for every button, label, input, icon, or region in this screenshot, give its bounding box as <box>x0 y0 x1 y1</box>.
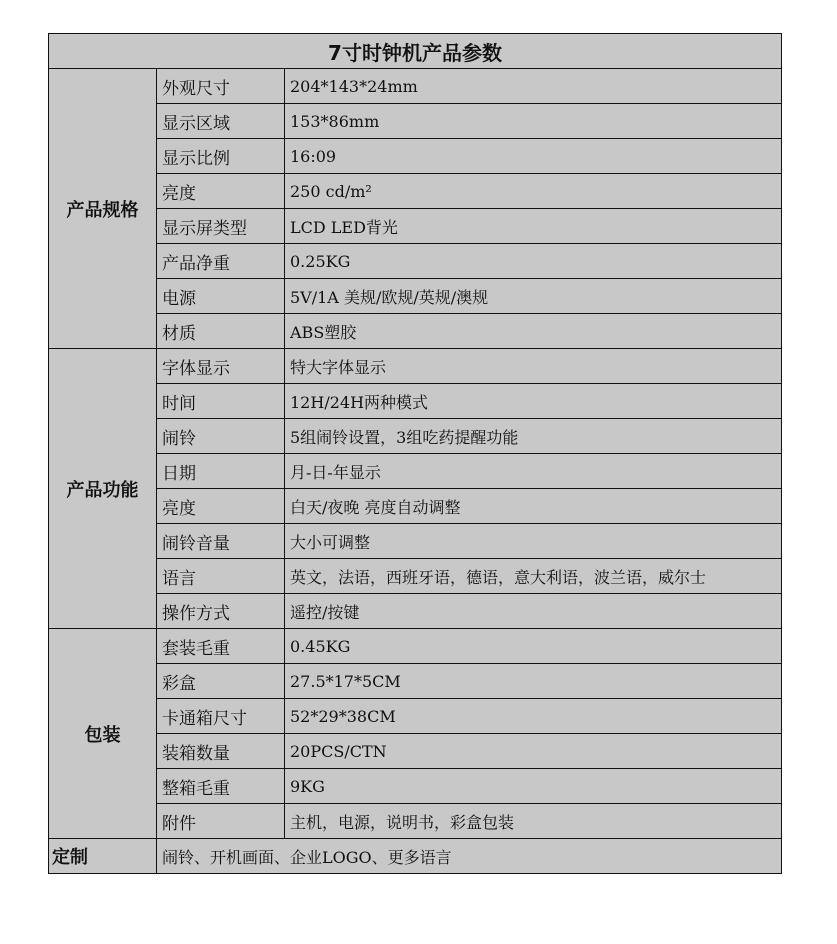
param-label: 套装毛重 <box>157 629 285 664</box>
param-label: 操作方式 <box>157 594 285 629</box>
param-label: 整箱毛重 <box>157 769 285 804</box>
section-label: 产品功能 <box>49 349 157 629</box>
param-value: 20PCS/CTN <box>285 734 782 769</box>
table-row <box>49 69 782 104</box>
section-label: 包装 <box>49 629 157 839</box>
custom-row <box>49 839 782 874</box>
param-value: ABS塑胶 <box>285 314 782 349</box>
param-value: 5V/1A 美规/欧规/英规/澳规 <box>285 279 782 314</box>
table-row <box>49 559 782 594</box>
param-label: 时间 <box>157 384 285 419</box>
table-row <box>49 349 782 384</box>
table-row <box>49 454 782 489</box>
param-value: 5组闹铃设置，3组吃药提醒功能 <box>285 419 782 454</box>
param-label: 字体显示 <box>157 349 285 384</box>
param-label: 外观尺寸 <box>157 69 285 104</box>
param-value: LCD LED背光 <box>285 209 782 244</box>
table-row <box>49 209 782 244</box>
param-value: 204*143*24mm <box>285 69 782 104</box>
param-value: 27.5*17*5CM <box>285 664 782 699</box>
param-value: 16:09 <box>285 139 782 174</box>
param-value: 遥控/按键 <box>285 594 782 629</box>
table-row <box>49 699 782 734</box>
param-label: 电源 <box>157 279 285 314</box>
param-label: 语言 <box>157 559 285 594</box>
table-row <box>49 734 782 769</box>
param-label: 材质 <box>157 314 285 349</box>
param-value: 52*29*38CM <box>285 699 782 734</box>
table-row <box>49 594 782 629</box>
table-title: 7寸时钟机产品参数 <box>49 34 782 69</box>
table-row <box>49 104 782 139</box>
table-row <box>49 174 782 209</box>
table-row <box>49 314 782 349</box>
param-label: 显示比例 <box>157 139 285 174</box>
param-value: 153*86mm <box>285 104 782 139</box>
param-label: 亮度 <box>157 489 285 524</box>
param-label: 附件 <box>157 804 285 839</box>
param-value: 特大字体显示 <box>285 349 782 384</box>
param-value: 250 cd/m² <box>285 174 782 209</box>
table-row <box>49 629 782 664</box>
table-row <box>49 244 782 279</box>
param-label: 显示区域 <box>157 104 285 139</box>
param-label: 显示屏类型 <box>157 209 285 244</box>
param-label: 闹铃音量 <box>157 524 285 559</box>
custom-value: 闹铃、开机画面、企业LOGO、更多语言 <box>157 839 782 874</box>
table-row <box>49 279 782 314</box>
param-value: 12H/24H两种模式 <box>285 384 782 419</box>
spec-table <box>48 33 782 874</box>
param-value: 9KG <box>285 769 782 804</box>
table-row <box>49 419 782 454</box>
table-row <box>49 664 782 699</box>
param-label: 日期 <box>157 454 285 489</box>
table-row <box>49 139 782 174</box>
param-label: 装箱数量 <box>157 734 285 769</box>
param-label: 卡通箱尺寸 <box>157 699 285 734</box>
table-row <box>49 804 782 839</box>
spec-table-body <box>49 34 782 874</box>
param-value: 月-日-年显示 <box>285 454 782 489</box>
param-label: 亮度 <box>157 174 285 209</box>
param-value: 英文，法语，西班牙语，德语，意大利语，波兰语，威尔士 <box>285 559 782 594</box>
table-row <box>49 489 782 524</box>
param-value: 主机，电源，说明书，彩盒包装 <box>285 804 782 839</box>
section-label: 产品规格 <box>49 69 157 349</box>
custom-label: 定制 <box>49 839 157 874</box>
table-row <box>49 769 782 804</box>
title-row <box>49 34 782 69</box>
param-value: 0.45KG <box>285 629 782 664</box>
param-label: 彩盒 <box>157 664 285 699</box>
param-label: 产品净重 <box>157 244 285 279</box>
table-row <box>49 524 782 559</box>
table-row <box>49 384 782 419</box>
param-value: 白天/夜晚 亮度自动调整 <box>285 489 782 524</box>
param-value: 大小可调整 <box>285 524 782 559</box>
param-label: 闹铃 <box>157 419 285 454</box>
param-value: 0.25KG <box>285 244 782 279</box>
